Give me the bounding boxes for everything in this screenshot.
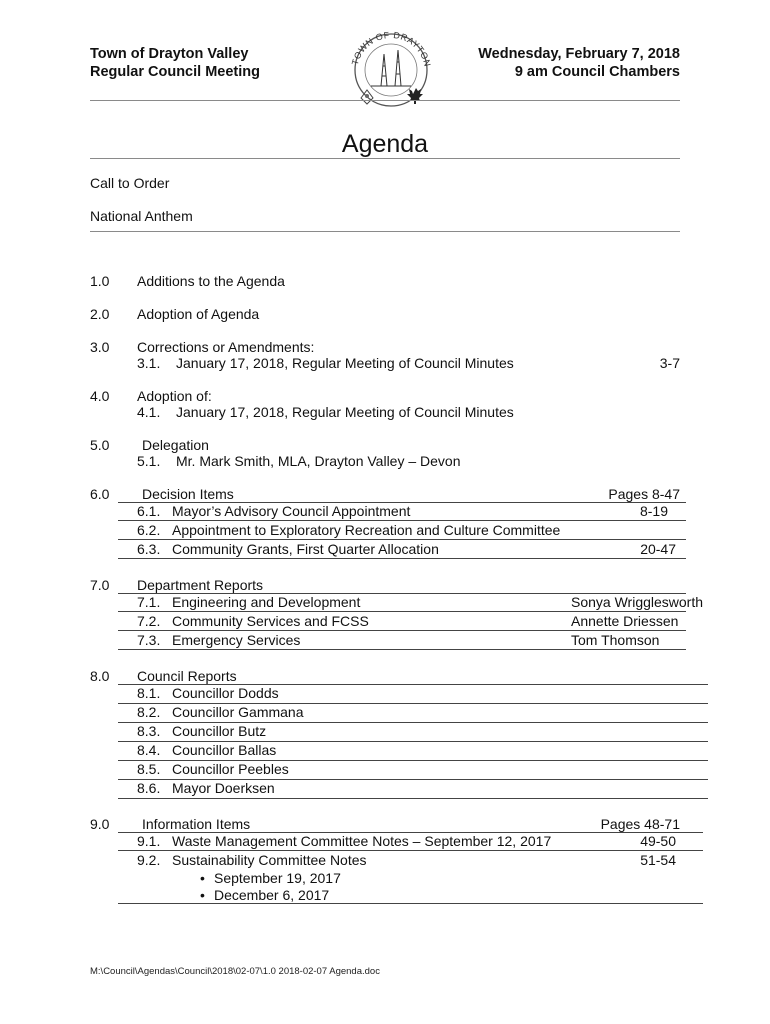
item-4-title: Adoption of: xyxy=(137,388,212,404)
item-9-pages: Pages 48-71 xyxy=(600,816,680,832)
town-seal-logo xyxy=(343,20,439,112)
item-4-1-text: January 17, 2018, Regular Meeting of Council Minutes xyxy=(176,404,514,420)
item-7-2-presenter: Annette Driessen xyxy=(571,613,679,629)
item-3-1-pages: 3-7 xyxy=(659,355,680,371)
item-9-1-pages: 49-50 xyxy=(640,833,676,849)
row-divider xyxy=(118,630,686,631)
item-7-2-text: Community Services and FCSS xyxy=(172,613,369,629)
row-divider xyxy=(118,520,686,521)
item-7-3-number: 7.3. xyxy=(137,632,161,648)
item-6-3-text: Community Grants, First Quarter Allocation xyxy=(172,541,439,557)
item-5-number: 5.0 xyxy=(90,437,110,453)
item-6-pages: Pages 8-47 xyxy=(608,486,680,502)
item-6-number: 6.0 xyxy=(90,486,110,502)
row-divider xyxy=(118,850,703,851)
item-8-title: Council Reports xyxy=(137,668,237,684)
item-6-1-number: 6.1. xyxy=(137,503,161,519)
header-divider xyxy=(90,100,680,101)
item-4-1-number: 4.1. xyxy=(137,404,161,420)
row-divider xyxy=(118,903,703,904)
item-8-6-text: Mayor Doerksen xyxy=(172,780,275,796)
item-8-3-text: Councillor Butz xyxy=(172,723,267,739)
item-8-4-text: Councillor Ballas xyxy=(172,742,277,758)
header-town: Town of Drayton Valley xyxy=(90,46,249,62)
item-3-1-text: January 17, 2018, Regular Meeting of Council Minutes xyxy=(176,355,514,371)
item-7-2-number: 7.2. xyxy=(137,613,161,629)
item-5-1-number: 5.1. xyxy=(137,453,161,469)
item-7-3-presenter: Tom Thomson xyxy=(571,632,660,648)
item-9-2-number: 9.2. xyxy=(137,852,161,868)
header-date: Wednesday, February 7, 2018 xyxy=(478,46,680,62)
row-divider xyxy=(118,558,686,559)
row-divider xyxy=(118,798,708,799)
item-8-number: 8.0 xyxy=(90,668,110,684)
item-9-number: 9.0 xyxy=(90,816,110,832)
item-8-5-text: Councillor Peebles xyxy=(172,761,289,777)
item-8-5-number: 8.5. xyxy=(137,761,161,777)
row-divider xyxy=(118,649,686,650)
svg-text:TOWN OF DRAYTON VALLEY: TOWN OF DRAYTON xyxy=(349,29,433,68)
item-1-title: Additions to the Agenda xyxy=(137,273,285,289)
footer-file-path: M:\Council\Agendas\Council\2018\02-07\1.0 2018-02-07 Agenda.doc xyxy=(90,966,380,977)
row-divider xyxy=(118,539,686,540)
item-3-1-number: 3.1. xyxy=(137,355,161,371)
item-2-number: 2.0 xyxy=(90,306,110,322)
item-9-2-bullet: • September 19, 2017 xyxy=(200,870,341,887)
item-7-1-number: 7.1. xyxy=(137,594,161,610)
item-9-1-text: Waste Management Committee Notes – September 12, 2017 xyxy=(172,833,552,849)
header-time-place: 9 am Council Chambers xyxy=(514,64,680,80)
page-title: Agenda xyxy=(341,130,429,158)
item-7-number: 7.0 xyxy=(90,577,110,593)
item-6-2-text: Appointment to Exploratory Recreation and Culture Committee xyxy=(172,522,561,538)
item-6-1-pages: 8-19 xyxy=(639,503,668,519)
item-9-2-text: Sustainability Committee Notes xyxy=(172,852,367,868)
item-8-6-number: 8.6. xyxy=(137,780,161,796)
item-6-1-text: Mayor’s Advisory Council Appointment xyxy=(172,503,411,519)
item-2-title: Adoption of Agenda xyxy=(137,306,260,322)
item-3-title: Corrections or Amendments: xyxy=(137,339,315,355)
item-7-1-presenter: Sonya Wrigglesworth xyxy=(571,594,704,610)
title-underline xyxy=(90,158,680,159)
national-anthem: National Anthem xyxy=(90,208,193,224)
item-9-1-number: 9.1. xyxy=(137,833,161,849)
item-6-title: Decision Items xyxy=(142,486,234,502)
item-6-2-number: 6.2. xyxy=(137,522,161,538)
item-8-4-number: 8.4. xyxy=(137,742,161,758)
item-9-2-bullet: • December 6, 2017 xyxy=(200,887,329,904)
item-7-title: Department Reports xyxy=(137,577,264,593)
item-7-1-text: Engineering and Development xyxy=(172,594,361,610)
item-8-2-number: 8.2. xyxy=(137,704,161,720)
header-meeting: Regular Council Meeting xyxy=(90,64,260,80)
item-3-number: 3.0 xyxy=(90,339,110,355)
item-8-1-number: 8.1. xyxy=(137,685,161,701)
item-5-1-text: Mr. Mark Smith, MLA, Drayton Valley – Devon xyxy=(176,453,461,469)
item-6-3-number: 6.3. xyxy=(137,541,161,557)
item-1-number: 1.0 xyxy=(90,273,110,289)
item-9-2-pages: 51-54 xyxy=(640,852,676,868)
call-to-order: Call to Order xyxy=(90,175,170,191)
row-divider xyxy=(118,611,686,612)
item-6-3-pages: 20-47 xyxy=(640,541,676,557)
item-8-2-text: Councillor Gammana xyxy=(172,704,304,720)
item-4-number: 4.0 xyxy=(90,388,110,404)
item-8-1-text: Councillor Dodds xyxy=(172,685,279,701)
item-9-title: Information Items xyxy=(142,816,251,832)
item-5-title: Delegation xyxy=(142,437,209,453)
openers-divider xyxy=(90,231,680,232)
item-7-3-text: Emergency Services xyxy=(172,632,301,648)
item-8-3-number: 8.3. xyxy=(137,723,161,739)
